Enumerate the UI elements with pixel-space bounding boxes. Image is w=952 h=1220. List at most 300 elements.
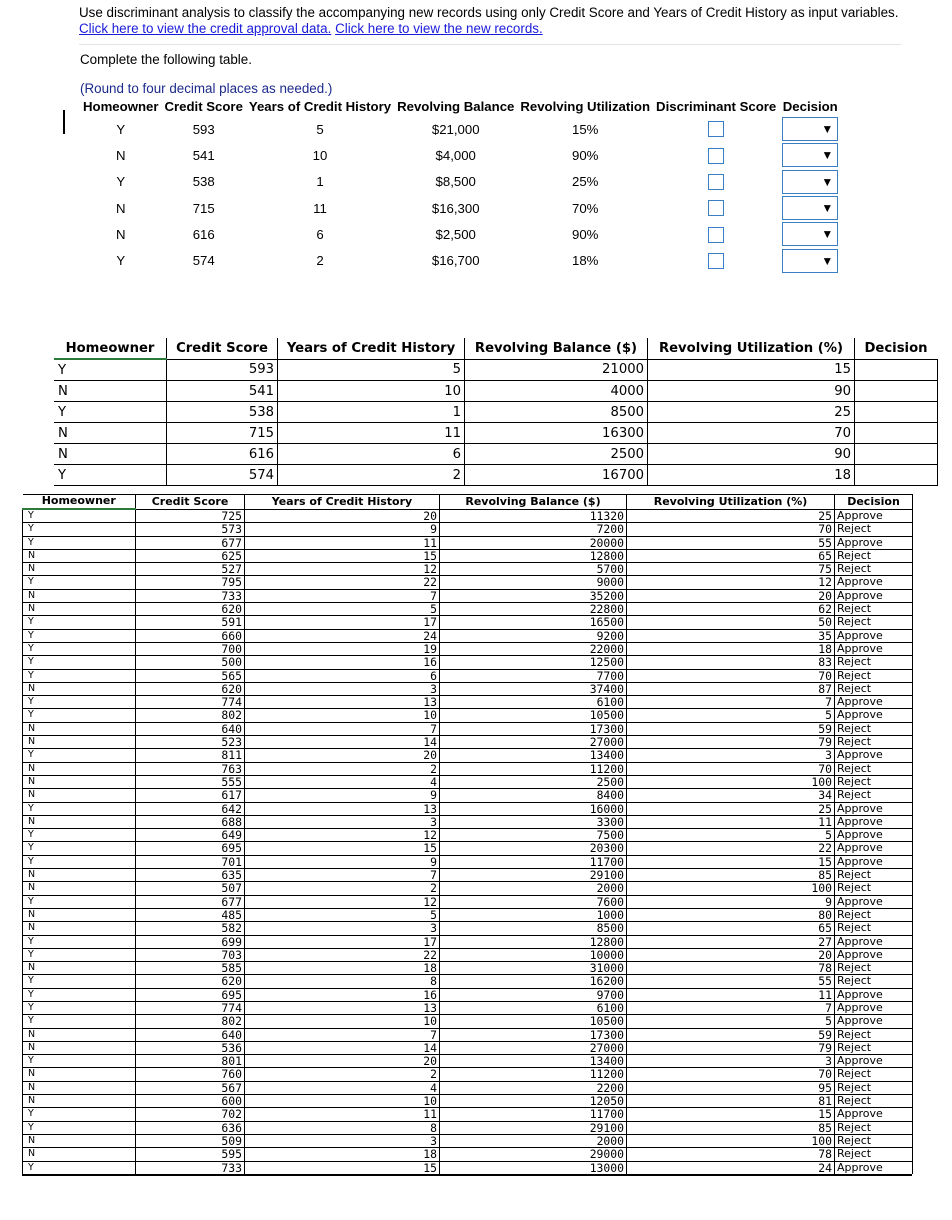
sheet-cell[interactable]: 12050: [440, 1095, 627, 1108]
sheet-cell[interactable]: Y: [23, 1108, 136, 1121]
sheet-cell[interactable]: 17300: [440, 1028, 627, 1041]
sheet-cell[interactable]: 55: [627, 536, 835, 549]
sheet-cell[interactable]: 701: [136, 855, 245, 868]
sheet-cell[interactable]: 11: [627, 815, 835, 828]
sheet-cell[interactable]: 20000: [440, 536, 627, 549]
sheet-cell[interactable]: 8500: [465, 402, 648, 423]
discriminant-score-input[interactable]: [708, 200, 724, 216]
sheet-cell[interactable]: 20: [245, 749, 440, 762]
sheet-cell[interactable]: 11200: [440, 762, 627, 775]
sheet-cell[interactable]: [855, 423, 938, 444]
sheet-cell[interactable]: 760: [136, 1068, 245, 1081]
sheet-cell[interactable]: Y: [23, 1001, 136, 1014]
sheet-cell[interactable]: 5700: [440, 563, 627, 576]
sheet-cell[interactable]: 15: [627, 855, 835, 868]
sheet-cell[interactable]: 617: [136, 789, 245, 802]
sheet-cell[interactable]: Reject: [835, 775, 913, 788]
sheet-cell[interactable]: 24: [245, 629, 440, 642]
sheet-cell[interactable]: Y: [23, 523, 136, 536]
sheet-cell[interactable]: 37400: [440, 682, 627, 695]
sheet-cell[interactable]: 16: [245, 988, 440, 1001]
sheet-cell[interactable]: 733: [136, 589, 245, 602]
sheet-cell[interactable]: 100: [627, 1134, 835, 1147]
sheet-cell[interactable]: 11: [278, 423, 465, 444]
sheet-cell[interactable]: N: [23, 962, 136, 975]
sheet-cell[interactable]: Y: [23, 948, 136, 961]
sheet-cell[interactable]: Reject: [835, 603, 913, 616]
sheet-cell[interactable]: 9200: [440, 629, 627, 642]
sheet-cell[interactable]: 9: [627, 895, 835, 908]
sheet-cell[interactable]: 22: [245, 948, 440, 961]
sheet-cell[interactable]: 14: [245, 1041, 440, 1054]
sheet-cell[interactable]: 14: [245, 736, 440, 749]
sheet-cell[interactable]: 567: [136, 1081, 245, 1094]
sheet-cell[interactable]: 507: [136, 882, 245, 895]
sheet-cell[interactable]: 11200: [440, 1068, 627, 1081]
sheet-cell[interactable]: 15: [245, 842, 440, 855]
decision-dropdown[interactable]: [782, 117, 838, 141]
sheet-cell[interactable]: 3: [245, 1134, 440, 1147]
sheet-cell[interactable]: 642: [136, 802, 245, 815]
sheet-cell[interactable]: 795: [136, 576, 245, 589]
sheet-cell[interactable]: 10500: [440, 1015, 627, 1028]
sheet-cell[interactable]: N: [23, 589, 136, 602]
sheet-cell[interactable]: 636: [136, 1121, 245, 1134]
sheet-cell[interactable]: 17: [245, 616, 440, 629]
sheet-cell[interactable]: 10: [245, 1015, 440, 1028]
sheet-cell[interactable]: Approve: [835, 1055, 913, 1068]
sheet-cell[interactable]: Approve: [835, 1161, 913, 1174]
sheet-cell[interactable]: N: [23, 1041, 136, 1054]
sheet-cell[interactable]: Y: [23, 669, 136, 682]
sheet-cell[interactable]: 11: [245, 1108, 440, 1121]
sheet-cell[interactable]: 6100: [440, 1001, 627, 1014]
sheet-cell[interactable]: 90: [648, 444, 855, 465]
sheet-cell[interactable]: Approve: [835, 895, 913, 908]
sheet-cell[interactable]: 70: [627, 669, 835, 682]
sheet-cell[interactable]: 19: [245, 642, 440, 655]
sheet-cell[interactable]: 538: [167, 402, 278, 423]
sheet-cell[interactable]: Approve: [835, 589, 913, 602]
sheet-cell[interactable]: N: [23, 736, 136, 749]
sheet-cell[interactable]: 13: [245, 1001, 440, 1014]
sheet-cell[interactable]: Reject: [835, 1028, 913, 1041]
sheet-cell[interactable]: 7: [245, 722, 440, 735]
sheet-cell[interactable]: Approve: [835, 842, 913, 855]
sheet-cell[interactable]: 87: [627, 682, 835, 695]
sheet-cell[interactable]: Reject: [835, 1068, 913, 1081]
sheet-cell[interactable]: 13: [245, 802, 440, 815]
sheet-cell[interactable]: Reject: [835, 1121, 913, 1134]
sheet-cell[interactable]: 34: [627, 789, 835, 802]
sheet-cell[interactable]: 10: [278, 381, 465, 402]
sheet-cell[interactable]: 79: [627, 736, 835, 749]
sheet-cell[interactable]: 83: [627, 656, 835, 669]
sheet-cell[interactable]: 16: [245, 656, 440, 669]
sheet-cell[interactable]: Reject: [835, 869, 913, 882]
sheet-cell[interactable]: 55: [627, 975, 835, 988]
sheet-cell[interactable]: 774: [136, 696, 245, 709]
sheet-cell[interactable]: 677: [136, 895, 245, 908]
sheet-cell[interactable]: 591: [136, 616, 245, 629]
sheet-cell[interactable]: 695: [136, 842, 245, 855]
sheet-cell[interactable]: 10: [245, 709, 440, 722]
sheet-cell[interactable]: 100: [627, 882, 835, 895]
sheet-cell[interactable]: N: [23, 1095, 136, 1108]
sheet-cell[interactable]: 582: [136, 922, 245, 935]
sheet-cell[interactable]: 100: [627, 775, 835, 788]
sheet-cell[interactable]: 640: [136, 722, 245, 735]
sheet-cell[interactable]: Y: [23, 656, 136, 669]
sheet-cell[interactable]: 585: [136, 962, 245, 975]
sheet-cell[interactable]: 27000: [440, 1041, 627, 1054]
sheet-cell[interactable]: 75: [627, 563, 835, 576]
sheet-cell[interactable]: N: [23, 775, 136, 788]
sheet-cell[interactable]: 85: [627, 869, 835, 882]
sheet-cell[interactable]: 2: [245, 882, 440, 895]
sheet-cell[interactable]: 12: [245, 829, 440, 842]
sheet-cell[interactable]: 2: [245, 762, 440, 775]
sheet-cell[interactable]: Y: [23, 696, 136, 709]
sheet-cell[interactable]: 15: [648, 359, 855, 381]
sheet-cell[interactable]: 802: [136, 1015, 245, 1028]
sheet-cell[interactable]: Y: [23, 536, 136, 549]
sheet-cell[interactable]: 2: [278, 465, 465, 486]
sheet-cell[interactable]: N: [23, 1068, 136, 1081]
sheet-cell[interactable]: 11700: [440, 1108, 627, 1121]
sheet-cell[interactable]: Reject: [835, 882, 913, 895]
sheet-cell[interactable]: 565: [136, 669, 245, 682]
sheet-cell[interactable]: 4000: [465, 381, 648, 402]
decision-dropdown[interactable]: [782, 249, 838, 273]
sheet-cell[interactable]: 625: [136, 549, 245, 562]
sheet-cell[interactable]: 12800: [440, 935, 627, 948]
sheet-cell[interactable]: 2: [245, 1068, 440, 1081]
sheet-cell[interactable]: 9: [245, 855, 440, 868]
sheet-cell[interactable]: 7: [245, 869, 440, 882]
sheet-cell[interactable]: Reject: [835, 922, 913, 935]
sheet-cell[interactable]: Approve: [835, 642, 913, 655]
sheet-cell[interactable]: Y: [23, 616, 136, 629]
sheet-cell[interactable]: 5: [627, 829, 835, 842]
sheet-cell[interactable]: N: [23, 549, 136, 562]
sheet-cell[interactable]: N: [23, 882, 136, 895]
decision-dropdown[interactable]: [782, 170, 838, 194]
sheet-cell[interactable]: Approve: [835, 709, 913, 722]
sheet-cell[interactable]: Approve: [835, 948, 913, 961]
sheet-cell[interactable]: 21000: [465, 359, 648, 381]
decision-dropdown[interactable]: [782, 143, 838, 167]
sheet-cell[interactable]: 22: [627, 842, 835, 855]
sheet-cell[interactable]: 9700: [440, 988, 627, 1001]
sheet-cell[interactable]: [855, 359, 938, 381]
sheet-cell[interactable]: 5: [627, 709, 835, 722]
sheet-cell[interactable]: 13: [245, 696, 440, 709]
sheet-cell[interactable]: Approve: [835, 802, 913, 815]
sheet-cell[interactable]: 5: [245, 603, 440, 616]
sheet-cell[interactable]: 2200: [440, 1081, 627, 1094]
sheet-cell[interactable]: 8500: [440, 922, 627, 935]
sheet-cell[interactable]: Reject: [835, 975, 913, 988]
sheet-cell[interactable]: 20: [245, 1055, 440, 1068]
sheet-cell[interactable]: Approve: [835, 509, 913, 523]
sheet-cell[interactable]: 774: [136, 1001, 245, 1014]
sheet-cell[interactable]: 700: [136, 642, 245, 655]
sheet-cell[interactable]: N: [54, 381, 167, 402]
discriminant-score-input[interactable]: [708, 121, 724, 137]
sheet-cell[interactable]: Approve: [835, 576, 913, 589]
sheet-cell[interactable]: 2500: [465, 444, 648, 465]
sheet-cell[interactable]: 677: [136, 536, 245, 549]
sheet-cell[interactable]: 85: [627, 1121, 835, 1134]
sheet-cell[interactable]: N: [23, 908, 136, 921]
sheet-cell[interactable]: 8: [245, 1121, 440, 1134]
sheet-cell[interactable]: 802: [136, 709, 245, 722]
sheet-cell[interactable]: 695: [136, 988, 245, 1001]
sheet-cell[interactable]: Y: [23, 935, 136, 948]
sheet-cell[interactable]: Approve: [835, 629, 913, 642]
sheet-cell[interactable]: 7: [627, 1001, 835, 1014]
sheet-cell[interactable]: 17: [245, 935, 440, 948]
sheet-cell[interactable]: Y: [54, 402, 167, 423]
sheet-cell[interactable]: N: [23, 869, 136, 882]
sheet-cell[interactable]: 593: [167, 359, 278, 381]
sheet-cell[interactable]: 11: [627, 988, 835, 1001]
sheet-cell[interactable]: 635: [136, 869, 245, 882]
sheet-cell[interactable]: 16300: [465, 423, 648, 444]
sheet-cell[interactable]: 29100: [440, 1121, 627, 1134]
sheet-cell[interactable]: 1000: [440, 908, 627, 921]
sheet-cell[interactable]: N: [23, 762, 136, 775]
sheet-cell[interactable]: 22800: [440, 603, 627, 616]
sheet-cell[interactable]: Y: [23, 642, 136, 655]
sheet-cell[interactable]: 25: [627, 802, 835, 815]
sheet-cell[interactable]: 16200: [440, 975, 627, 988]
sheet-cell[interactable]: 7: [245, 1028, 440, 1041]
sheet-cell[interactable]: 20: [245, 509, 440, 523]
sheet-cell[interactable]: N: [23, 1134, 136, 1147]
sheet-cell[interactable]: 801: [136, 1055, 245, 1068]
sheet-cell[interactable]: 7: [245, 589, 440, 602]
sheet-cell[interactable]: Reject: [835, 762, 913, 775]
sheet-cell[interactable]: 50: [627, 616, 835, 629]
sheet-cell[interactable]: Approve: [835, 815, 913, 828]
sheet-cell[interactable]: 24: [627, 1161, 835, 1174]
sheet-cell[interactable]: 59: [627, 1028, 835, 1041]
sheet-cell[interactable]: 13400: [440, 749, 627, 762]
sheet-cell[interactable]: 15: [245, 1161, 440, 1174]
sheet-cell[interactable]: 1: [278, 402, 465, 423]
sheet-cell[interactable]: Approve: [835, 1001, 913, 1014]
sheet-cell[interactable]: 12800: [440, 549, 627, 562]
sheet-cell[interactable]: Y: [23, 829, 136, 842]
sheet-cell[interactable]: N: [23, 815, 136, 828]
sheet-cell[interactable]: Reject: [835, 962, 913, 975]
sheet-cell[interactable]: Y: [23, 842, 136, 855]
sheet-cell[interactable]: 11: [245, 536, 440, 549]
sheet-cell[interactable]: 574: [167, 465, 278, 486]
sheet-cell[interactable]: N: [23, 682, 136, 695]
sheet-cell[interactable]: N: [23, 1148, 136, 1161]
sheet-cell[interactable]: Reject: [835, 722, 913, 735]
sheet-cell[interactable]: 95: [627, 1081, 835, 1094]
sheet-cell[interactable]: 15: [245, 549, 440, 562]
sheet-cell[interactable]: Reject: [835, 736, 913, 749]
sheet-cell[interactable]: 3300: [440, 815, 627, 828]
sheet-cell[interactable]: Y: [23, 576, 136, 589]
sheet-cell[interactable]: 16000: [440, 802, 627, 815]
sheet-cell[interactable]: 20: [627, 948, 835, 961]
sheet-cell[interactable]: 536: [136, 1041, 245, 1054]
sheet-cell[interactable]: 7600: [440, 895, 627, 908]
sheet-cell[interactable]: 3: [245, 922, 440, 935]
sheet-cell[interactable]: 22000: [440, 642, 627, 655]
sheet-cell[interactable]: 660: [136, 629, 245, 642]
sheet-cell[interactable]: Reject: [835, 682, 913, 695]
sheet-cell[interactable]: 541: [167, 381, 278, 402]
sheet-cell[interactable]: 90: [648, 381, 855, 402]
sheet-cell[interactable]: 18: [245, 1148, 440, 1161]
sheet-cell[interactable]: 509: [136, 1134, 245, 1147]
sheet-cell[interactable]: Y: [23, 855, 136, 868]
sheet-cell[interactable]: 8400: [440, 789, 627, 802]
sheet-cell[interactable]: 27: [627, 935, 835, 948]
sheet-cell[interactable]: 2000: [440, 1134, 627, 1147]
sheet-cell[interactable]: 3: [245, 682, 440, 695]
sheet-cell[interactable]: 12: [245, 895, 440, 908]
sheet-cell[interactable]: Reject: [835, 1134, 913, 1147]
sheet-cell[interactable]: Y: [23, 975, 136, 988]
sheet-cell[interactable]: 78: [627, 962, 835, 975]
sheet-cell[interactable]: Reject: [835, 669, 913, 682]
sheet-cell[interactable]: Reject: [835, 563, 913, 576]
sheet-cell[interactable]: N: [23, 603, 136, 616]
sheet-cell[interactable]: 12: [245, 563, 440, 576]
sheet-cell[interactable]: 16700: [465, 465, 648, 486]
sheet-cell[interactable]: 725: [136, 509, 245, 523]
sheet-cell[interactable]: 13400: [440, 1055, 627, 1068]
sheet-cell[interactable]: Approve: [835, 1015, 913, 1028]
sheet-cell[interactable]: Approve: [835, 536, 913, 549]
sheet-cell[interactable]: N: [23, 789, 136, 802]
sheet-cell[interactable]: 31000: [440, 962, 627, 975]
sheet-cell[interactable]: 18: [648, 465, 855, 486]
sheet-cell[interactable]: 65: [627, 549, 835, 562]
sheet-cell[interactable]: 25: [648, 402, 855, 423]
sheet-cell[interactable]: Reject: [835, 908, 913, 921]
sheet-cell[interactable]: 22: [245, 576, 440, 589]
sheet-cell[interactable]: 620: [136, 603, 245, 616]
sheet-cell[interactable]: 702: [136, 1108, 245, 1121]
sheet-cell[interactable]: 2000: [440, 882, 627, 895]
sheet-cell[interactable]: N: [54, 423, 167, 444]
sheet-cell[interactable]: 715: [167, 423, 278, 444]
sheet-cell[interactable]: 4: [245, 1081, 440, 1094]
sheet-cell[interactable]: Approve: [835, 855, 913, 868]
sheet-cell[interactable]: Approve: [835, 829, 913, 842]
sheet-cell[interactable]: Approve: [835, 749, 913, 762]
sheet-cell[interactable]: 11320: [440, 509, 627, 523]
sheet-cell[interactable]: Reject: [835, 789, 913, 802]
sheet-cell[interactable]: Approve: [835, 988, 913, 1001]
sheet-cell[interactable]: 3: [627, 749, 835, 762]
sheet-cell[interactable]: 4: [245, 775, 440, 788]
sheet-cell[interactable]: 18: [627, 642, 835, 655]
sheet-cell[interactable]: 527: [136, 563, 245, 576]
sheet-cell[interactable]: Approve: [835, 935, 913, 948]
sheet-cell[interactable]: 18: [245, 962, 440, 975]
sheet-cell[interactable]: 640: [136, 1028, 245, 1041]
sheet-cell[interactable]: 17300: [440, 722, 627, 735]
sheet-cell[interactable]: 616: [167, 444, 278, 465]
sheet-cell[interactable]: 600: [136, 1095, 245, 1108]
sheet-cell[interactable]: [855, 444, 938, 465]
sheet-cell[interactable]: 733: [136, 1161, 245, 1174]
sheet-cell[interactable]: 7200: [440, 523, 627, 536]
sheet-cell[interactable]: Reject: [835, 549, 913, 562]
sheet-cell[interactable]: Y: [54, 359, 167, 381]
sheet-cell[interactable]: 70: [648, 423, 855, 444]
sheet-cell[interactable]: 29100: [440, 869, 627, 882]
sheet-cell[interactable]: 485: [136, 908, 245, 921]
sheet-cell[interactable]: 78: [627, 1148, 835, 1161]
sheet-cell[interactable]: 80: [627, 908, 835, 921]
sheet-cell[interactable]: 70: [627, 762, 835, 775]
sheet-cell[interactable]: 763: [136, 762, 245, 775]
decision-dropdown[interactable]: [782, 222, 838, 246]
sheet-cell[interactable]: Reject: [835, 1081, 913, 1094]
sheet-cell[interactable]: 5: [627, 1015, 835, 1028]
new-records-link[interactable]: Click here to view the new records.: [335, 21, 543, 36]
discriminant-score-input[interactable]: [708, 253, 724, 269]
sheet-cell[interactable]: Y: [23, 509, 136, 523]
sheet-cell[interactable]: 29000: [440, 1148, 627, 1161]
sheet-cell[interactable]: 7700: [440, 669, 627, 682]
sheet-cell[interactable]: 7: [627, 696, 835, 709]
sheet-cell[interactable]: 81: [627, 1095, 835, 1108]
discriminant-score-input[interactable]: [708, 174, 724, 190]
credit-data-link[interactable]: Click here to view the credit approval data.: [79, 21, 332, 36]
sheet-cell[interactable]: 16500: [440, 616, 627, 629]
sheet-cell[interactable]: 811: [136, 749, 245, 762]
sheet-cell[interactable]: N: [23, 1081, 136, 1094]
sheet-cell[interactable]: 20300: [440, 842, 627, 855]
sheet-cell[interactable]: 10500: [440, 709, 627, 722]
sheet-cell[interactable]: Reject: [835, 523, 913, 536]
sheet-cell[interactable]: 25: [627, 509, 835, 523]
sheet-cell[interactable]: 35: [627, 629, 835, 642]
sheet-cell[interactable]: 9: [245, 789, 440, 802]
sheet-cell[interactable]: Approve: [835, 1108, 913, 1121]
sheet-cell[interactable]: 523: [136, 736, 245, 749]
sheet-cell[interactable]: 555: [136, 775, 245, 788]
sheet-cell[interactable]: 649: [136, 829, 245, 842]
sheet-cell[interactable]: 7500: [440, 829, 627, 842]
sheet-cell[interactable]: N: [23, 1028, 136, 1041]
sheet-cell[interactable]: N: [23, 922, 136, 935]
sheet-cell[interactable]: 70: [627, 523, 835, 536]
sheet-cell[interactable]: 79: [627, 1041, 835, 1054]
sheet-cell[interactable]: 12500: [440, 656, 627, 669]
sheet-cell[interactable]: 5: [278, 359, 465, 381]
sheet-cell[interactable]: 35200: [440, 589, 627, 602]
sheet-cell[interactable]: Y: [23, 709, 136, 722]
sheet-cell[interactable]: Approve: [835, 696, 913, 709]
sheet-cell[interactable]: 10: [245, 1095, 440, 1108]
sheet-cell[interactable]: 15: [627, 1108, 835, 1121]
sheet-cell[interactable]: 620: [136, 975, 245, 988]
sheet-cell[interactable]: 62: [627, 603, 835, 616]
